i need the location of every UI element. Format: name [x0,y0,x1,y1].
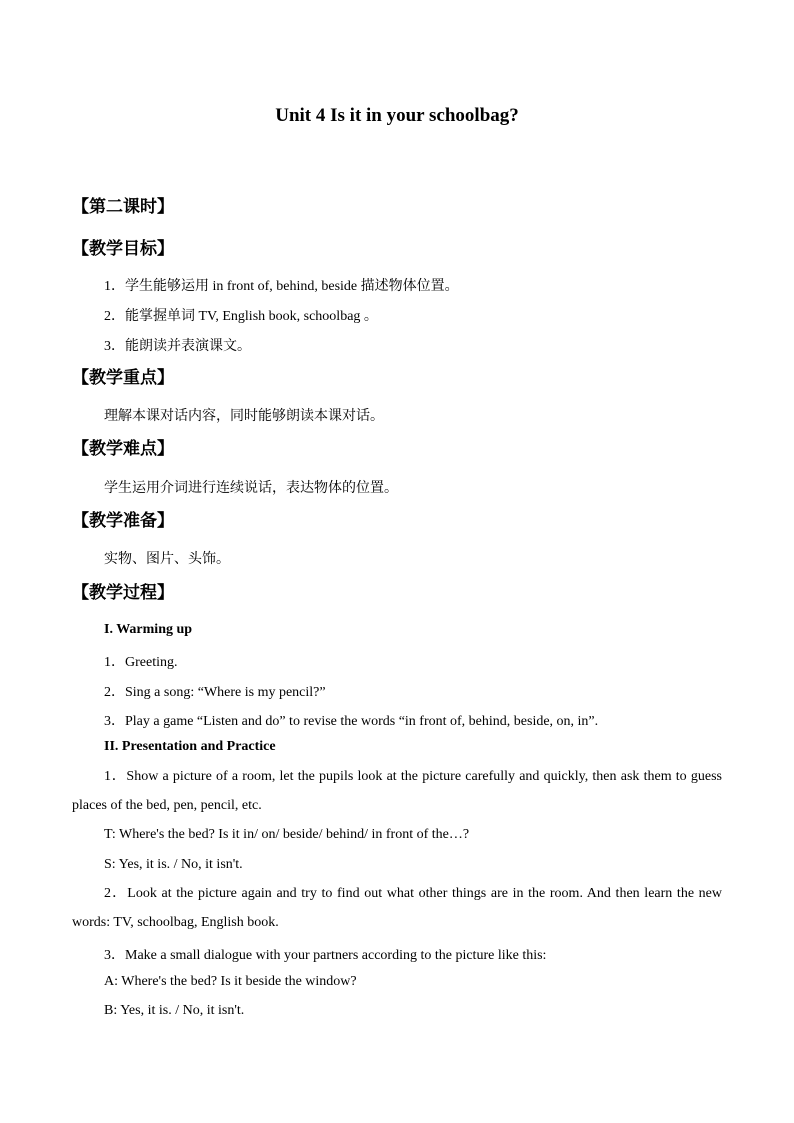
presentation-step-3: 3．Make a small dialogue with your partners according to the picture like this: [104,948,547,963]
page-title: Unit 4 Is it in your schoolbag? [275,105,519,126]
difficulty-heading: 【教学难点】 [72,439,174,459]
difficulty-text: 学生运用介词进行连续说话，表达物体的位置。 [104,481,398,496]
warmup-title: I. Warming up [104,622,193,637]
dialogue-b-line: B: Yes, it is. / No, it isn't. [104,1003,245,1018]
presentation-step-2: 2．Look at the picture again and try to find out what other things are in the room. And then learn the new words: TV, schoolbag, English book. [72,886,722,930]
dialogue-a-line: A: Where's the bed? Is it beside the window? [104,974,357,989]
objectives-heading: 【教学目标】 [72,239,174,259]
warmup-item: 2．Sing a song: “Where is my pencil?” [104,685,326,700]
warmup-item: 3．Play a game “Listen and do” to revise the words “in front of, behind, beside, on, in”. [104,714,599,729]
objective-item: 2．能掌握单词 TV, English book, schoolbag 。 [104,309,378,324]
student-line: S: Yes, it is. / No, it isn't. [104,857,243,872]
warmup-item: 1．Greeting. [104,655,178,670]
presentation-title: II. Presentation and Practice [104,739,276,754]
prep-heading: 【教学准备】 [72,511,174,531]
prep-text: 实物、图片、头饰。 [104,552,230,567]
lesson-heading: 【第二课时】 [72,197,174,217]
objective-item: 3．能朗读并表演课文。 [104,339,251,354]
objective-item: 1．学生能够运用 in front of, behind, beside 描述物体位置。 [104,279,459,294]
process-heading: 【教学过程】 [72,583,174,603]
presentation-step-1: 1．Show a picture of a room, let the pupils look at the picture carefully and quickly, then ask them to guess places of the bed, pen, pencil, etc. [72,769,722,813]
key-text: 理解本课对话内容，同时能够朗读本课对话。 [104,409,384,424]
key-heading: 【教学重点】 [72,368,174,388]
teacher-line: T: Where's the bed? Is it in/ on/ beside/ behind/ in front of the…? [104,827,470,842]
